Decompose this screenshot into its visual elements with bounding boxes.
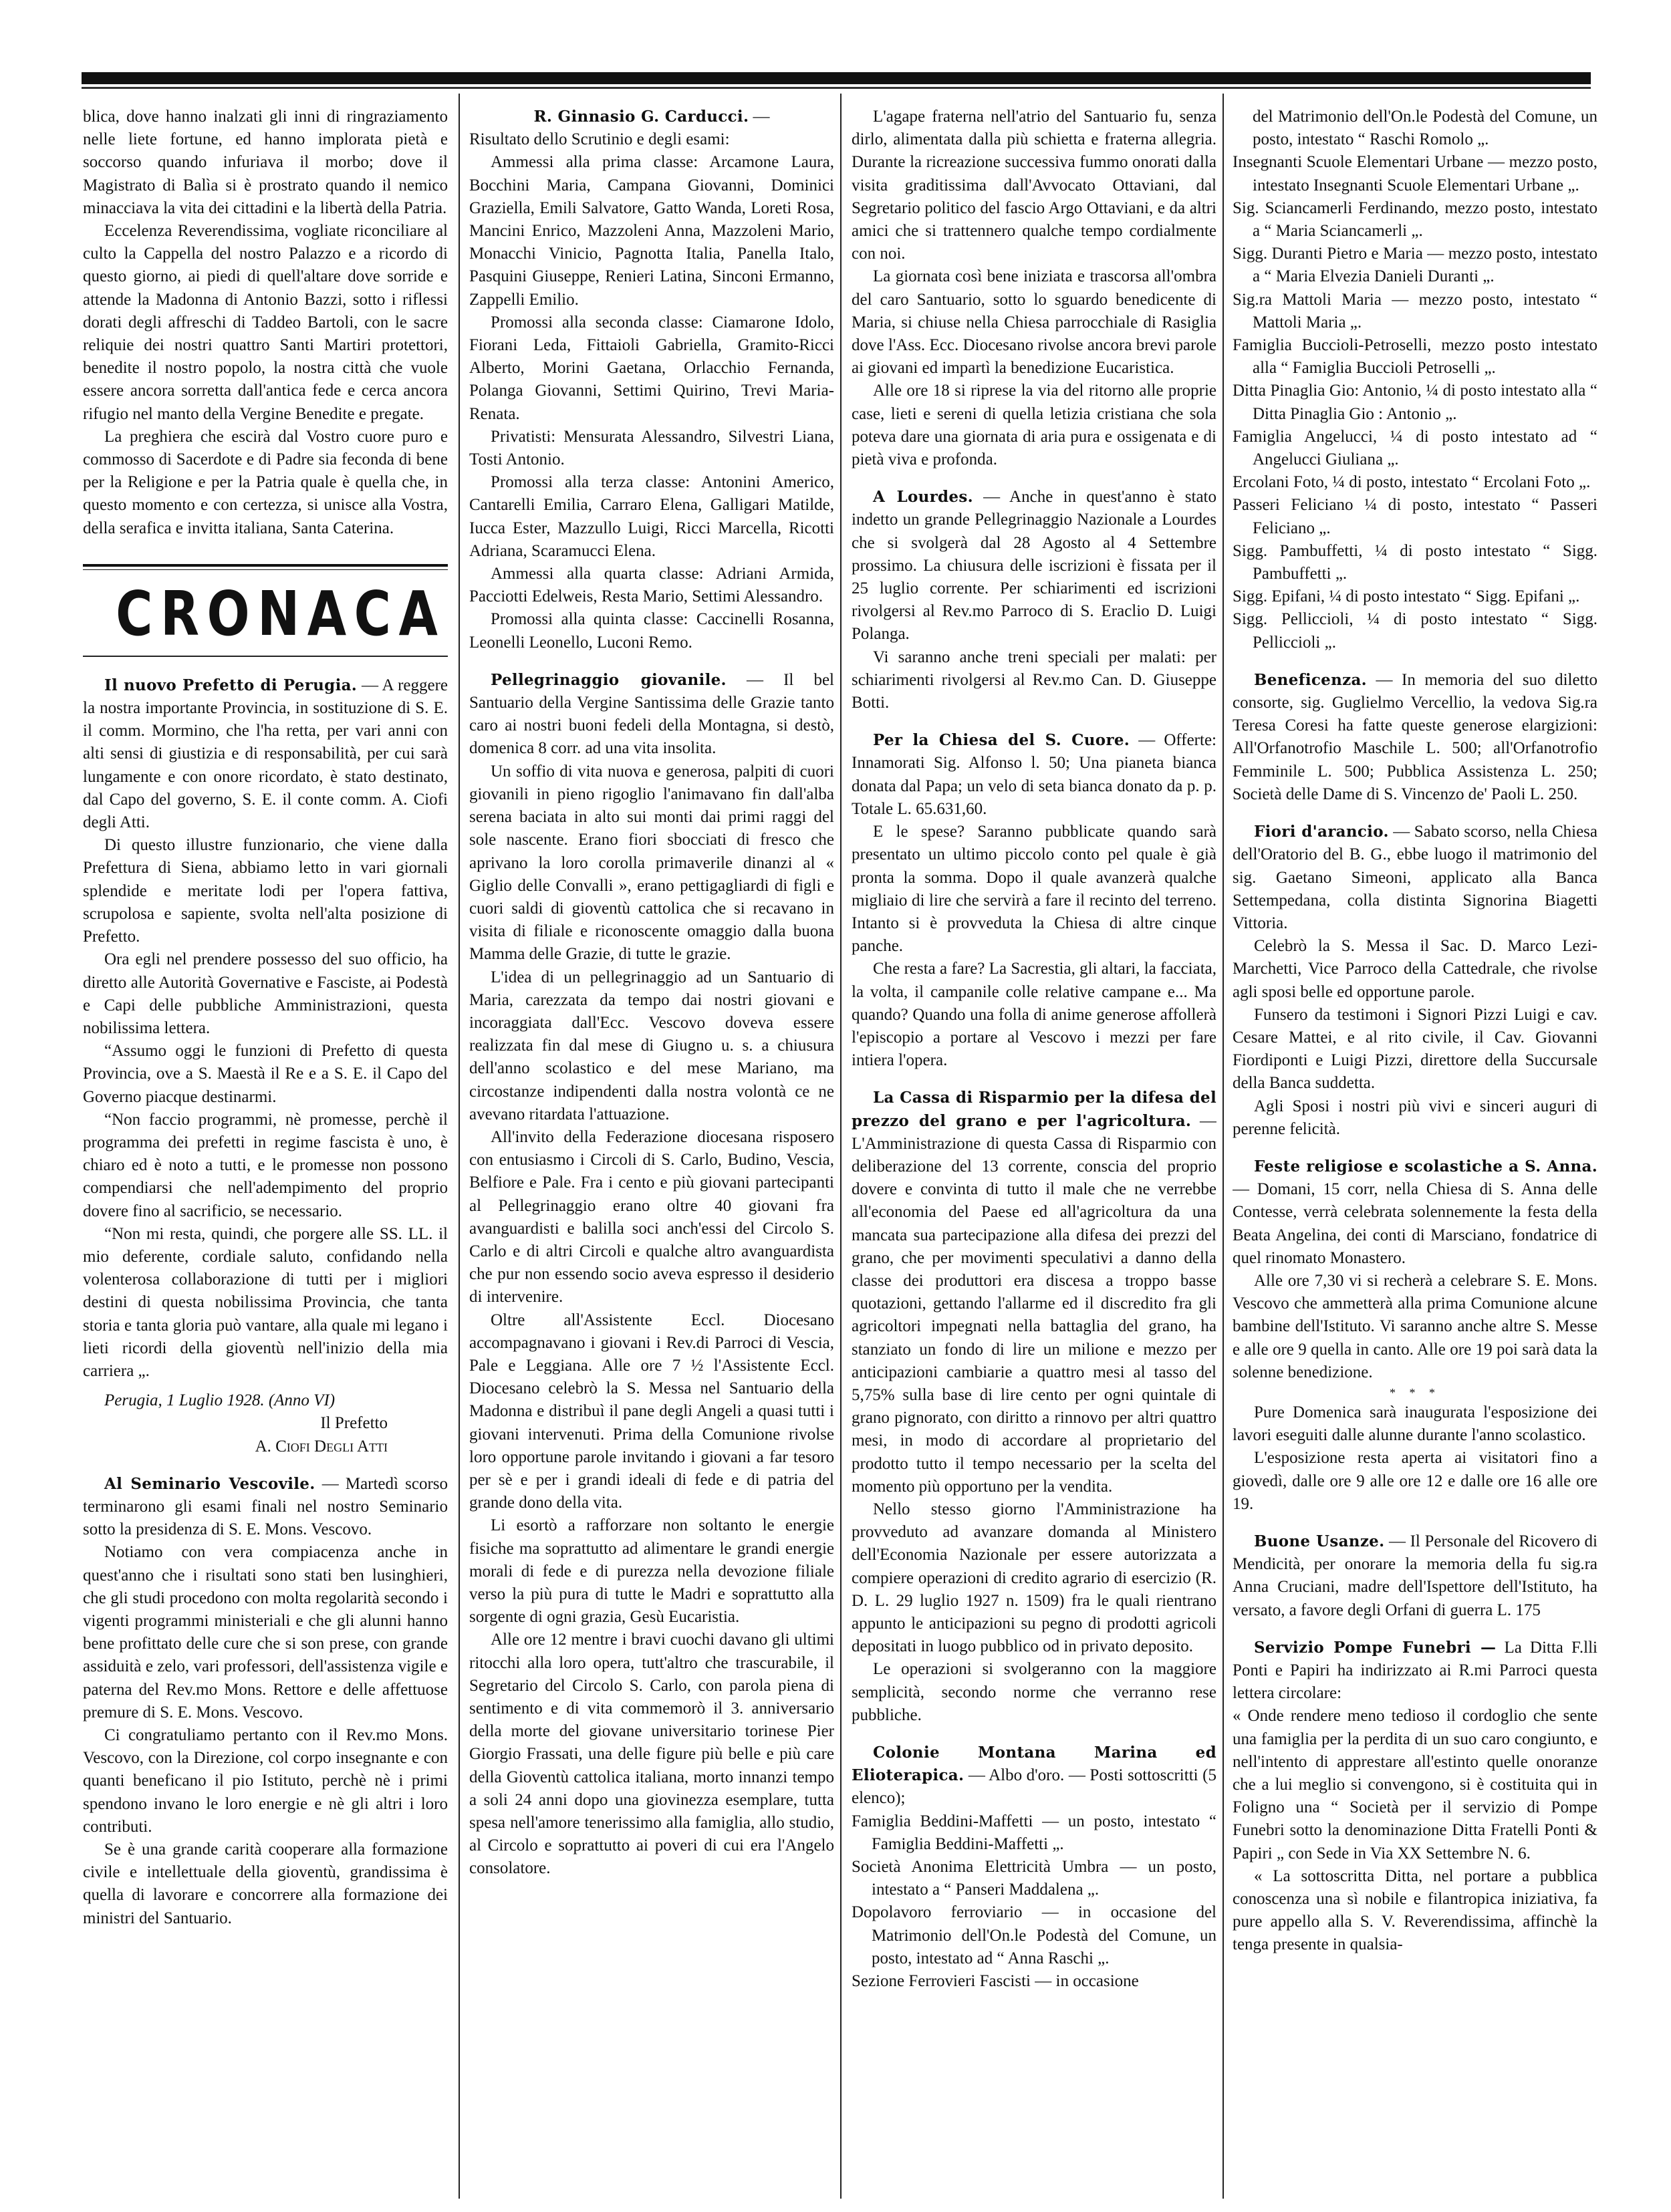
paragraph: Oltre all'Assistente Eccl. Diocesano accompagnavano i giovani i Rev.di Parroci di Vescia, Pale e Leggiana. Alle ore 7 ½ l'Assistente Eccl. Diocesano celebrò la S. Messa nel Santuario della Madonna e distribuì il pane degli Angeli a quasi tutti i giovani intervenuti. Prima della Comunione rivolse loro opportune parole invitando i giovani a far tesoro per sè e per i grandi ideali di fede e di patria del grande dono della vita.	[469, 1310, 834, 1512]
paragraph: blica, dove hanno inalzati gli inni di ringraziamento nelle liete fortune, ed hanno implorata pietà e soccorso quando infuriava il morbo; dove il Magistrato di Balìa si è prostrato quando il nemico minacciava la vita dei cittadini e la libertà della Patria.	[83, 108, 448, 217]
article-lead-text: — In memoria del suo diletto consorte, sig. Guglielmo Vercellio, la vedova Sig.ra Teresa Coresi ha fatte queste generose elargizioni: All'Orfanotrofio Maschile L. 500; all'Orfanotrofio Femminile L. 500; Pubblica Assistenza L. 250; Società delle Dame di S. Vincenzo de' Paoli L. 250.	[1233, 670, 1597, 803]
paragraph: Ora egli nel prendere possesso del suo officio, ha diretto alle Autorità Governative e Fasciste, ai Podestà e Capi delle pubbliche Amministrazioni, questa nobilissima lettera.	[83, 950, 448, 1037]
article-headline: A Lourdes.	[873, 488, 973, 507]
column-1	[83, 106, 448, 2197]
paragraph: “Non faccio programmi, nè promesse, perchè il programma dei prefetti in regime fascista è uno, è chiaro ed è noto a tutti, e le promesse non possono compendiarsi che nell'adempimento del proprio dovere fino al sacrificio, se necessario.	[83, 1110, 448, 1220]
article-headline: Colonie Montana Marina ed Elioterapica.	[852, 1744, 1216, 1785]
signature-name: A. Ciofi Degli Atti	[255, 1437, 388, 1456]
paragraph: L'idea di un pellegrinaggio ad un Santuario di Maria, carezzata da tempo dai nostri giovani e incoraggiata dall'Ecc. Vescovo doveva essere realizzata fin dal mese di Giugno u. s. a chiusura dell'anno scolastico e del mese Mariano, ma circostanze indipendenti dalla nostra volontà ce ne avevano ritardata l'attuazione.	[469, 968, 834, 1123]
paragraph: Promossi alla terza classe: Antonini Americo, Cantarelli Emilia, Carraro Elena, Galligari Matilde, Iucca Ester, Mazzullo Luigi, Ricci Marcella, Ricotti Adriana, Scaramucci Elena.	[469, 473, 834, 560]
paragraph: Un soffio di vita nuova e generosa, palpiti di cuori giovanili in pieno rigoglio l'animavano fin dall'alba serena baciata in alto sui monti dai primi raggi del sole nascente. Erano fiori sbocciati di fresco che aprivano la loro corolla primaverile dinanzi al « Giglio delle Convalli », erano pettigagliardi di figli e cuori saldi di gioventù cattolica che si recavano in visita di filiale e riconoscente omaggio dalla buona Mamma delle Grazie, di tutte le grazie.	[469, 762, 834, 964]
column-divider	[840, 94, 842, 2199]
paragraph: « La sottoscritta Ditta, nel portare a pubblica conoscenza una sì nobile e filantropica iniziativa, fa pure appello alla S. V. Reverendissima, affinchè la tenga presente in qualsia-	[1233, 1867, 1597, 1954]
article-headline: Al Seminario Vescovile.	[104, 1474, 315, 1493]
article-lead	[852, 1087, 1216, 1498]
article-lead-text: — Albo d'oro. — Posti sottoscritti (5 elenco);	[852, 1766, 1216, 1808]
article-lead	[852, 1742, 1216, 1810]
paragraph: La giornata così bene iniziata e trascorsa all'ombra del caro Santuario, sotto lo sguardo benedicente di Maria, si chiuse nella Chiesa parrocchiale di Rasiglia dove l'Ass. Ecc. Diocesano rivolse ancora brevi parole ai giovani ed impartì la benedizione Eucaristica.	[852, 267, 1216, 378]
signature-place-date: Perugia, 1 Luglio 1928. (Anno VI)	[104, 1391, 336, 1410]
subscription-entry: Insegnanti Scuole Elementari Urbane — mezzo posto, intestato Insegnanti Scuole Elementari Urbane „.	[1233, 153, 1597, 194]
subscription-entry: Sezione Ferrovieri Fascisti — in occasione	[852, 1972, 1139, 1991]
paragraph: Vi saranno anche treni speciali per malati: per schiarimenti rivolgersi al Rev.mo Can. D. Giuseppe Botti.	[852, 648, 1216, 712]
paragraph: La preghiera che escirà dal Vostro cuore puro e commosso di Sacerdote e di Padre sia feconda di bene per la Religione e per la Patria quale è quella che, in questo momento e con certezza, si unisce alla Vostra, della serafica e invitta italiana, Santa Caterina.	[83, 427, 448, 537]
subscription-entry: Sig.ra Mattoli Maria — mezzo posto, intestato “ Mattoli Maria „.	[1233, 290, 1597, 331]
paragraph: Ammessi alla quarta classe: Adriani Armida, Pacciotti Edelweis, Resta Mario, Settimi Alessandro.	[469, 565, 834, 606]
column-2	[469, 106, 834, 2197]
article-lead-text: — L'Amministrazione di questa Cassa di Risparmio con deliberazione del 13 corrente, conscia del proprio dovere e convinta di tutto il male che ne verrebbe all'economia del Paese ed all'agricoltura da una mancata sua partecipazione alla difesa dei prezzi del grano, che per movimenti speculativi a danno della classe dei produttori era discesa a troppo basse quotazioni, gettando l'allarme ed il discredito fra gli agricoltori impegnati nella battaglia del grano, ha stanziato un fondo di lire un milione e mezzo per anticipazioni cambiarie a quattro mesi al tasso del 5,75% sulla base di lire cento per ogni quintale di grano pignorato, con diritto a rinnovo per altri quattro mesi, in modo di accordare al proprietario del prodotto tutto il tempo necessario per la scelta del momento più opportuno per la vendita.	[852, 1111, 1216, 1496]
article-headline: Servizio Pompe Funebri —	[1254, 1638, 1497, 1657]
paragraph: Promossi alla quinta classe: Caccinelli Rosanna, Leonelli Leonello, Luconi Remo.	[469, 610, 834, 652]
paragraph: All'invito della Federazione diocesana risposero con entusiasmo i Circoli di S. Carlo, Budino, Vescia, Belfiore e Pale. Fra i cento e più giovani partecipanti al Pellegrinaggio erano oltre 40 giovani fra avanguardisti e balilla soci anch'essi del Circolo S. Carlo e di altri Circoli e qualche altro avanguardista che pur non essendo socio aveva espresso il desiderio di intervenire.	[469, 1127, 834, 1306]
paragraph: Le operazioni si svolgeranno con la maggiore semplicità, secondo norme che verranno rese pubbliche.	[852, 1660, 1216, 1724]
article-headline: La Cassa di Risparmio per la difesa del prezzo del grano e per l'agricoltura.	[852, 1089, 1216, 1130]
article-lead	[1233, 669, 1597, 806]
paragraph: “Assumo oggi le funzioni di Prefetto di questa Provincia, ove a S. Maestà il Re e a S. E. il Capo del Governo piacque destinarmi.	[83, 1042, 448, 1106]
article-headline: R. Ginnasio G. Carducci.	[533, 108, 749, 126]
article-lead	[1233, 821, 1597, 935]
paragraph: Alle ore 12 mentre i bravi cuochi davano gli ultimi ritocchi alla loro opera, tutt'altro che trascurabile, il Segretario del Circolo S. Carlo, con parola piena di sentimento e di vita commemorò il 3. anniversario della morte del giovane universitario torinese Pier Giorgio Frassati, una delle figure più belle e più care della Gioventù cattolica italiana, morto innanzi tempo a soli 24 anni dopo una giovinezza esemplare, tutta spesa nell'amore tenerissimo alla famiglia, allo studio, al Circolo e soprattutto ai poveri di cui era l'Angelo consolatore.	[469, 1631, 834, 1878]
subscription-entry: Sigg. Pelliccioli, ¼ di posto intestato “ Sigg. Pelliccioli „.	[1233, 610, 1597, 652]
paragraph: Ammessi alla prima classe: Arcamone Laura, Bocchini Maria, Campana Giovanni, Dominici Graziella, Emili Salvatore, Gatto Wanda, Loreti Rosa, Mancini Enrico, Mazzoleni Anna, Mazzoleni Mario, Monacchi Vinicio, Pagnotta Italia, Panella Italo, Pasquini Giuseppe, Renieri Latina, Sinconi Ermanno, Zappelli Emilio.	[469, 153, 834, 309]
article-headline: Il nuovo Prefetto di Perugia.	[104, 676, 358, 694]
article-lead	[1233, 1637, 1597, 1705]
article-lead	[83, 1473, 448, 1542]
article-lead	[469, 106, 834, 128]
paragraph: Pure Domenica sarà inaugurata l'esposizione dei lavori eseguiti dalle alunne durante l'anno scolastico.	[1233, 1403, 1597, 1445]
article-lead-text: — Domani, 15 corr, nella Chiesa di S. Anna delle Contesse, verrà celebrata solennemente la festa della Beata Angelina, dei conti di Marsciano, fondatrice di quel rinomato Monastero.	[1233, 1180, 1597, 1267]
top-rule-thin	[82, 87, 1591, 89]
subscription-entry: Sigg. Pambuffetti, ¼ di posto intestato “ Sigg. Pambuffetti „.	[1233, 541, 1597, 583]
top-rule	[82, 72, 1591, 84]
article-headline: Beneficenza.	[1254, 670, 1367, 689]
paragraph: Celebrò la S. Messa il Sac. D. Marco Lezi-Marchetti, Vice Parroco della Cattedrale, che rivolse agli sposi belle ed opportune parole.	[1233, 937, 1597, 1001]
article-lead-text: — Offerte: Innamorati Sig. Alfonso l. 50; Una pianeta bianca donata dal Papa; un velo di seta bianca donato da p. p. Totale L. 65.631,60.	[852, 731, 1216, 818]
article-headline: Per la Chiesa del S. Cuore.	[873, 731, 1130, 750]
article-lead-text: — Il Personale del Ricovero di Mendicità, per onorare la memoria della fu sig.ra Anna Cruciani, madre dell'Ispettore dell'Istituto, ha versato, a favore degli Orfani di guerra L. 175	[1233, 1532, 1597, 1619]
paragraph: Funsero da testimoni i Signori Pizzi Luigi e cav. Cesare Mattei, e al rito civile, il Cav. Giovanni Fiordiponti e Luigi Pizzi, direttore della Succursale della Banca suddetta.	[1233, 1005, 1597, 1093]
article-lead-text: —	[749, 108, 770, 126]
section-title-rule	[83, 656, 448, 657]
paragraph: Privatisti: Mensurata Alessandro, Silvestri Liana, Tosti Antonio.	[469, 427, 834, 469]
paragraph: Ci congratuliamo pertanto con il Rev.mo Mons. Vescovo, con la Direzione, col corpo insegnante e con quanti beneficano il pio Istituto, perchè nè i primi spendono invano le loro energie e nè gli altri i loro contributi.	[83, 1726, 448, 1836]
paragraph: Agli Sposi i nostri più vivi e sinceri auguri di perenne felicità.	[1233, 1097, 1597, 1138]
article-lead	[83, 674, 448, 834]
subscription-entry: Ercolani Foto, ¼ di posto, intestato “ Ercolani Foto „.	[1233, 473, 1591, 492]
paragraph: Di questo illustre funzionario, che viene dalla Prefettura di Siena, abbiamo letto in vari giornali splendide e meritate lodi per l'opera fattiva, scrupolosa e sapiente, svolta nell'alta posizione di Prefetto.	[83, 836, 448, 946]
paragraph: Risultato dello Scrutinio e degli esami:	[469, 130, 730, 149]
subscription-entry: Ditta Pinaglia Gio: Antonio, ¼ di posto intestato alla “ Ditta Pinaglia Gio : Antonio „.	[1233, 382, 1597, 423]
article-lead	[852, 729, 1216, 821]
subscription-entry: Famiglia Angelucci, ¼ di posto intestato ad “ Angelucci Giuliana „.	[1233, 427, 1597, 469]
subscription-entry: Sig. Sciancamerli Ferdinando, mezzo posto, intestato a “ Maria Sciancamerli „.	[1233, 198, 1597, 241]
subscription-entry: Passeri Feliciano ¼ di posto, intestato “ Passeri Feliciano „.	[1233, 496, 1597, 537]
paragraph: Se è una grande carità cooperare alla formazione civile e intellettuale della gioventù, grandissima è quella di lavorare e concorrere alla formazione dei ministri del Santuario.	[83, 1840, 448, 1927]
subscription-entry: Sigg. Duranti Pietro e Maria — mezzo posto, intestato a “ Maria Elvezia Danieli Duranti „.	[1233, 245, 1597, 286]
paragraph: “Non mi resta, quindi, che porgere alle SS. LL. il mio deferente, cordiale saluto, confidando nella volenterosa collaborazione di tutti per i migliori destini di questa nobilissima Provincia, che tanta storia e tanta gloria può vantare, alla quale mi legano i lieti ricordi della gioventù nell'inizio della mia carriera „.	[83, 1224, 448, 1380]
article-headline: Fiori d'arancio.	[1254, 823, 1389, 841]
column-4	[1233, 106, 1597, 2197]
section-separator: * * *	[1390, 1385, 1440, 1399]
paragraph: Notiamo con vera compiacenza anche in quest'anno che i risultati sono stati ben lusinghieri, che gli studi procedono con molta regolarità secondo i vigenti programmi ministeriali e che gli alunni hanno bene profittato delle cure che si son prese, con grande assiduità e zelo, vari professori, dell'assistenza vigile e paterna del Rev.mo Mons. Rettore e delle affettuose premure di S. E. Mons. Vescovo.	[83, 1543, 448, 1721]
article-lead-text: — Il bel Santuario della Vergine Santissima delle Grazie tanto caro ai nostri buoni fedeli della Montagna, si destò, domenica 8 corr. ad una vita insolita.	[469, 670, 834, 758]
article-lead	[1233, 1530, 1597, 1622]
paragraph: L'agape fraterna nell'atrio del Santuario fu, senza dirlo, alimentata dalla più schietta e fraterna allegria. Durante la ricreazione successiva fummo onorati dalla visita graditissima dall'Avvocato Ottaviani, dal Segretario politico del fascio Argo Ottaviani, e da altri amici che si trattennero qualche tempo cordialmente con noi.	[852, 108, 1216, 263]
subscription-entry: Famiglia Buccioli-Petroselli, mezzo posto intestato alla “ Famiglia Buccioli Petroselli „.	[1233, 336, 1597, 378]
section-rule	[83, 564, 448, 570]
paragraph: Promossi alla seconda classe: Ciamarone Idolo, Fiorani Leda, Fittaioli Gabriella, Gramito-Ricci Alberto, Morini Gaetana, Orlacchio Fernanda, Polanga Giovanni, Settimi Quirino, Trevi Maria-Renata.	[469, 313, 834, 423]
article-lead-text: — Sabato scorso, nella Chiesa dell'Oratorio del B. G., ebbe luogo il matrimonio del sig. Gaetano Simeoni, applicato alla Banca Settempedana, colla distinta Signorina Biagetti Vittoria.	[1233, 823, 1597, 932]
paragraph: Nello stesso giorno l'Amministrazione ha provveduto ad avanzare domanda al Ministero dell'Economia Nazionale per essere autorizzata a compiere operazioni di credito agrario di esercizio (R. D. L. 29 luglio 1927 n. 1509) fra le quali rientrano appunto le anticipazioni su pegno di prodotti agricoli depositati in luogo pubblico od in privato deposito.	[852, 1500, 1216, 1656]
article-lead	[469, 669, 834, 761]
paragraph: Che resta a fare? La Sacrestia, gli altari, la facciata, la volta, il campanile colle relative campane e... Ma quando? Quando una folla di anime generose affollerà l'episcopio a portare al Vescovo i mezzi per fare intiera l'opera.	[852, 960, 1216, 1070]
subscription-entry: Società Anonima Elettricità Umbra — un posto, intestato a “ Panseri Maddalena „.	[852, 1858, 1216, 1899]
paragraph: E le spese? Saranno pubblicate quando sarà presentato un ultimo piccolo conto pel quale è già pronta la somma. Dopo il quale avanzerà qualche migliaio di lire che servirà a fare il recinto del terreno. Intanto si è provveduta la Chiesa di altre cinque panche.	[852, 823, 1216, 956]
article-lead	[852, 486, 1216, 646]
article-headline: Feste religiose e scolastiche a S. Anna.	[1254, 1157, 1597, 1176]
article-lead	[1233, 1155, 1597, 1270]
subscription-entry: Dopolavoro ferroviario — in occasione del Matrimonio dell'On.le Podestà del Comune, un posto, intestato ad “ Anna Raschi „.	[852, 1903, 1216, 1967]
article-headline: Pellegrinaggio giovanile.	[491, 670, 727, 689]
article-lead-text: — Martedì scorso terminarono gli esami finali nel nostro Seminario sotto la presidenza di S. E. Mons. Vescovo.	[83, 1474, 448, 1539]
paragraph: « Onde rendere meno tedioso il cordoglio che sente una famiglia per la perdita di un suo caro congiunto, e nell'intento di apprestare all'estinto quelle onoranze che a lui meglio si convengono, si è costituita qui in Foligno una “ Società per il servizio di Pompe Funebri sotto la denominazione Ditta Fratelli Ponti & Papiri „ con Sede in Via XX Settembre N. 6.	[1233, 1707, 1597, 1862]
article-lead-text: — Anche in quest'anno è stato indetto un grande Pellegrinaggio Nazionale a Lourdes che si svolgerà dal 28 Agosto al 4 Settembre prossimo. La chiusura delle iscrizioni è fissata per il 25 luglio corrente. Per schiarimenti ed iscrizioni rivolgersi al Rev.mo Parroco di S. Eraclio D. Luigi Polanga.	[852, 488, 1216, 644]
article-headline: Buone Usanze.	[1254, 1532, 1385, 1550]
column-divider	[1223, 94, 1224, 2199]
paragraph: Alle ore 18 si riprese la via del ritorno alle proprie case, lieti e sereni di quella letizia cristiana che sola poteva dare una giornata di aria pura e ossigenata e di pietà viva e profonda.	[852, 382, 1216, 469]
paragraph: Alle ore 7,30 vi si recherà a celebrare S. E. Mons. Vescovo che ammetterà alla prima Comunione alcune bambine dell'Istituto. Vi saranno anche altre S. Messe e alle ore 9 quella in canto. Alle ore 19 poi sarà data la solenne benedizione.	[1233, 1271, 1597, 1381]
section-title: CRONACA	[116, 577, 446, 650]
article-lead-text: — A reggere la nostra importante Provincia, in sostituzione di S. E. il comm. Mormino, che l'ha retta, per vari anni con alti sensi di giustizia e di responsabilità, per cui sarà lungamente e con onore ricordato, è stato destinato, dal Capo del governo, S. E. il conte comm. A. Ciofi degli Atti.	[83, 676, 448, 832]
article-lead-text: La Ditta F.lli Ponti e Papiri ha indirizzato ai R.mi Parroci questa lettera circolare:	[1233, 1638, 1597, 1703]
paragraph: L'esposizione resta aperta ai visitatori fino a giovedì, dalle ore 9 alle ore 12 e dalle ore 16 alle ore 19.	[1233, 1449, 1597, 1513]
signature-role: Il Prefetto	[320, 1414, 388, 1433]
subscription-entry: del Matrimonio dell'On.le Podestà del Comune, un posto, intestato “ Raschi Romolo „.	[1253, 108, 1597, 149]
subscription-entry: Sigg. Epifani, ¼ di posto intestato “ Sigg. Epifani „.	[1233, 587, 1580, 606]
subscription-entry: Famiglia Beddini-Maffetti — un posto, intestato “ Famiglia Beddini-Maffetti „.	[852, 1812, 1216, 1853]
column-divider	[459, 94, 460, 2199]
paragraph: Li esortò a rafforzare non soltanto le energie fisiche ma soprattutto ad alimentare le grandi energie morali di fede e di purezza nella devozione filiale verso la più pura di tutte le Madri e soprattutto alla sorgente di ogni grazia, Gesù Eucaristia.	[469, 1516, 834, 1627]
column-3	[852, 106, 1216, 2197]
paragraph: Eccelenza Reverendissima, vogliate riconciliare al culto la Cappella del nostro Palazzo e a ricordo di questo giorno, ai piedi di quell'altare dove sorride e attende la Madonna di Antonio Bazzi, sotto i riflessi dorati degli affreschi di Taddeo Bartoli, con le sacre reliquie dei nostri quattro Santi Martiri protettori, benedite il nostro popolo, la nostra città che vuole essere ancora sorretta dall'antica fede e cerca ancora rifugio nel manto della Vergine Benedite e pregate.	[83, 222, 448, 423]
